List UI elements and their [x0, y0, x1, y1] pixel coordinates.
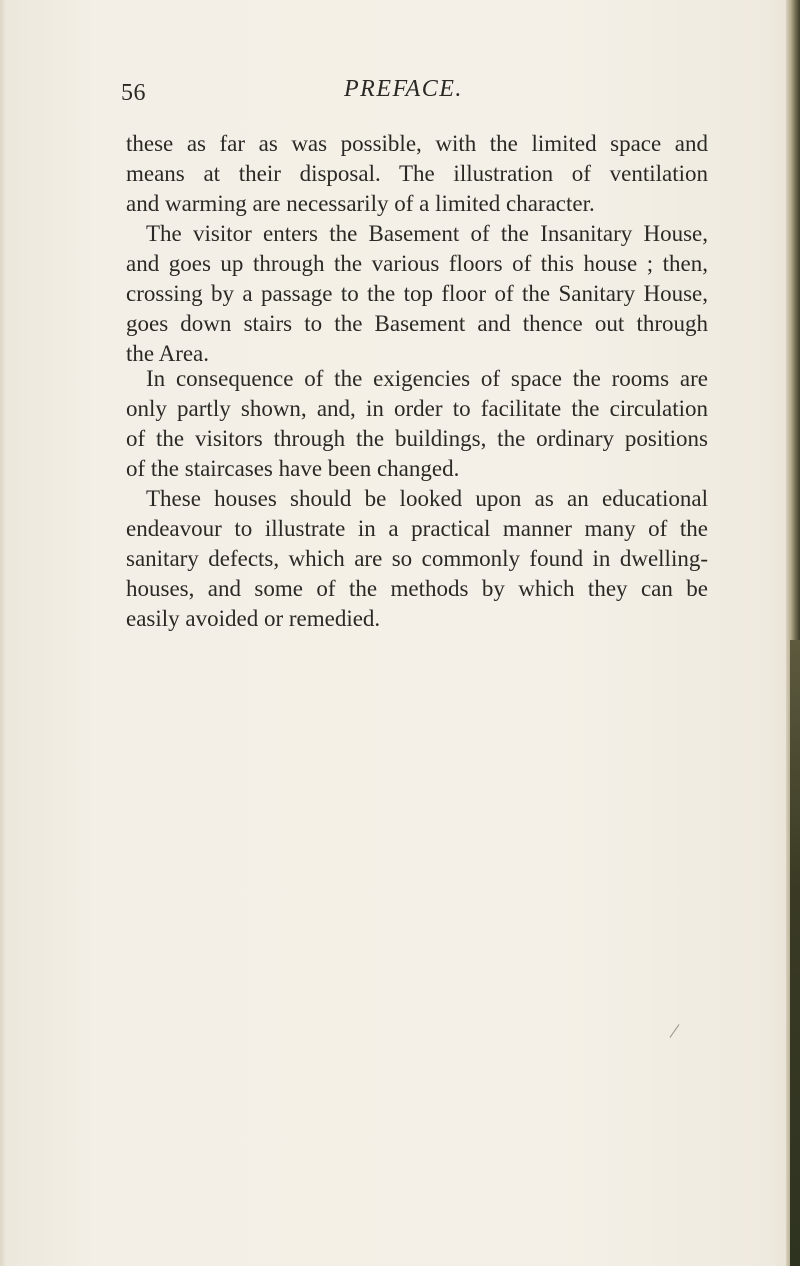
text-line: of the staircases have been changed. [126, 456, 460, 481]
text-line: the Area. [126, 341, 210, 366]
running-head: PREFACE. [344, 76, 463, 102]
text-line: only partly shown, and, in order to facilitate the circulation [126, 396, 708, 421]
text-line: houses, and some of the methods by which they can be [126, 576, 708, 601]
text-line: goes down stairs to the Basement and thence out through [126, 311, 708, 336]
text-line: and goes up through the various floors of this house ; then, [126, 251, 708, 276]
text-line: easily avoided or remedied. [126, 606, 381, 631]
paragraph-start-line: In consequence of the exigencies of space the rooms are [146, 366, 708, 391]
paragraph-start-line: These houses should be looked upon as an educational [146, 486, 708, 511]
text-line: crossing by a passage to the top floor of the Sanitary House, [126, 281, 708, 306]
text-line: these as far as was possible, with the limited space and [126, 131, 708, 156]
text-line: endeavour to illustrate in a practical manner many of the [126, 516, 708, 541]
text-line: sanitary defects, which are so commonly found in dwelling- [126, 546, 708, 571]
page-edge-shadow [0, 0, 6, 1266]
text-line: and warming are necessarily of a limited character. [126, 191, 595, 216]
page-number: 56 [121, 80, 146, 106]
text-line: of the visitors through the buildings, the ordinary positions [126, 426, 708, 451]
paragraph-start-line: The visitor enters the Basement of the Insanitary House, [146, 221, 708, 246]
book-binding-edge [786, 0, 800, 1266]
text-line: means at their disposal. The illustration of ventilation [126, 161, 708, 186]
ink-speck [670, 1024, 680, 1038]
